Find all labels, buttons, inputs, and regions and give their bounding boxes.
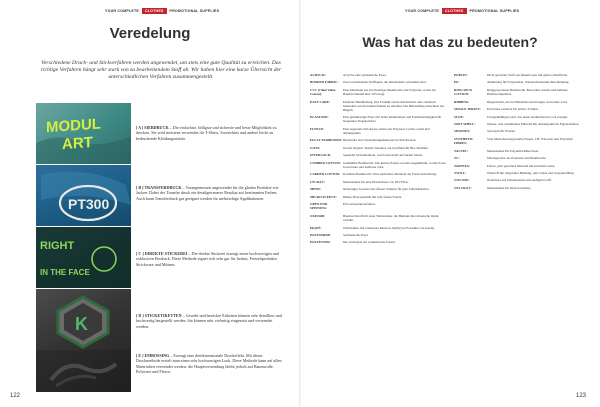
- glossary-entry: [454, 171, 592, 175]
- sample-c-description: [136, 251, 286, 267]
- glossary-entry: [310, 187, 448, 191]
- glossary-definition: Ein Garnspinnverfahren.: [343, 202, 376, 207]
- glossary-entry: [310, 100, 448, 112]
- glossary-entry: [454, 137, 592, 145]
- sample-image-e: [36, 350, 131, 392]
- glossary-entry: [310, 233, 448, 237]
- glossary-definition: Ein feines Gestrick für leichte T-Shirts.: [487, 107, 539, 112]
- svg-text:K: K: [75, 314, 88, 334]
- sample-d-description: [136, 313, 286, 329]
- intro-text: Verschiedene Druck- und Stickverfahren werden angewendet, um stets eine gute Qualität zu erreichen. Das richtige Verfahren hängt sehr stark von zu bearbeitendem Stoff ab. Wir haben hier eine kurze Übersicht der unterschiedlichen Verfahren zusammengestellt.: [40, 60, 282, 80]
- glossary-entry: [454, 122, 592, 126]
- glossary-definition: Naturfaser auf Zellulosebasis mit seidigem Griff.: [487, 178, 552, 183]
- glossary-entry: [310, 172, 448, 176]
- glossary-definition: Wasser- und winddichtes Material mit atmungsaktiven Eigenschaften.: [487, 122, 580, 126]
- glossary-definition: Markenname für eine Elastanfaser von INVISTA.: [343, 179, 409, 184]
- glossary-definition: Ringgesponnene Baumwolle. Besonders weiche und haltbare Baumwollqualität.: [487, 87, 568, 97]
- glossary-definition: Feines, glatt gewebtes Material mit leichtem Glanz.: [487, 163, 556, 168]
- glossary-definition: Rippenstrick, der bei Bündchen und Kragen verwendet wird.: [487, 99, 568, 104]
- sample-b-heading: [ B ] TRANSFERDRUCK: [136, 185, 182, 190]
- glossary-entry: [310, 202, 448, 210]
- sample-a-logo-1: MODUL: [46, 115, 101, 137]
- sample-b-logo: PT300: [68, 196, 110, 212]
- glossary-entry: [454, 80, 592, 84]
- header-tag: CLOTHES: [442, 8, 467, 14]
- sample-e-heading: [ E ] EMBOSSING: [136, 353, 170, 358]
- glossary-definition: Eine Mischung aus hochwertiger Baumwolle und Polyester, wobei der Baumwollanteil über 50% liegt.: [343, 87, 436, 97]
- glossary-definition: Einfache Handhabung. Das Produkt wurde mechanisch oder chemisch behandelt, um die Knitterfreiheit zu erhöhen. Die Behandlung erleichtert das Bügeln.: [343, 99, 445, 112]
- glossary-term: TWILL:: [454, 171, 467, 175]
- glossary-definition: Gekämmte Baumwolle. Die kurzen Fasern werden ausgekämmt, wodurch das Garn feiner und haltbarer wird.: [343, 160, 446, 169]
- glossary-definition: Baumwollstoff mit einer Webstruktur, die Hemden ihre klassische Optik verleiht.: [343, 213, 439, 223]
- glossary-entry: [310, 180, 448, 184]
- glossary-definition: Die wichtigste Art synthetischer Fasern.: [343, 240, 396, 245]
- glossary-definition: Webstruktur mit erhabenen Mustern, häufig bei Poloshirts verwendet.: [343, 225, 435, 230]
- glossary-entry: [454, 115, 592, 119]
- sample-a-logo-2: ART: [62, 134, 93, 154]
- glossary-column-right: [454, 73, 592, 193]
- header-left: [105, 7, 219, 15]
- glossary-term: FLEECE:: [310, 126, 325, 131]
- right-page: [300, 0, 600, 407]
- glossary-definition: Beschreibt eine Verarbeitungsmethode bei Strickwaren.: [343, 138, 417, 143]
- sample-e-description: [136, 353, 286, 375]
- glossary-entry: [454, 149, 592, 153]
- page-title-right: Was hat das zu bedeuten?: [362, 34, 538, 50]
- glossary-term: CARDED COTTON:: [310, 172, 341, 177]
- sample-a-text: – Die einfachste, billigste und sicherste und beste Möglichkeit zu drucken. Sie wird meistens verwendet für T-Shirts, Sweatshirts und andere leicht zu bedruckende Kleidungsstücke.: [136, 125, 277, 141]
- glossary-term: RING SPUN COTTON:: [454, 87, 473, 97]
- glossary-term: COMBED COTTON:: [310, 160, 341, 165]
- glossary-term: VELCRO®:: [454, 185, 472, 190]
- glossary-definition: Synonym für Elastan.: [487, 129, 516, 134]
- glossary-entry: [310, 73, 448, 77]
- sample-c-text: – Die direkte Stickerei erzeugt einen hochwertigen und exklusiven Eindruck. Diese Methode eignet sich sehr gut für Jacken, Freizeitprodukte, Strickware und Mützen.: [136, 251, 279, 267]
- glossary-term: OPEN-END SPINNING:: [310, 202, 328, 211]
- glossary-term: SPANDEX:: [454, 129, 471, 134]
- glossary-term: TACTEL:: [454, 148, 469, 153]
- glossary-entry: [310, 138, 448, 142]
- glossary-term: MESH:: [310, 187, 321, 192]
- glossary-definition: Kardierte Baumwolle. Eine einfachere Methode der Faservorbereitung.: [343, 172, 437, 177]
- glossary-entry: [454, 88, 592, 96]
- header-tag: CLOTHES: [142, 8, 167, 14]
- sample-d-text: – Gewebt und bestickte Etiketten können sehr detailliert und hochwertig hergestellt werden. Sie können sehr vielseitig eingesetzt und verwendet werden.: [136, 313, 282, 329]
- glossary-entry: [454, 178, 592, 182]
- glossary-entry: [310, 127, 448, 135]
- glossary-definition: Abkürzung für Polyurethan. Wasserabweisende Beschichtung.: [487, 80, 570, 85]
- glossary-term: OXFORD:: [310, 213, 326, 218]
- glossary-definition: Unregelmäßiges Garn, das einen strukturierten Look erzeugt.: [487, 114, 568, 119]
- glossary-definition: Zwei verschiedene Stofflagen, die miteinander verbunden sind.: [343, 80, 427, 85]
- glossary-entry: [454, 156, 592, 160]
- glossary-definition: Netzartiges Gewebe mit offener Struktur für gute Luftzirkulation.: [343, 187, 430, 192]
- header-section: PROMOTIONAL SUPPLIES: [169, 9, 220, 13]
- glossary-entry: [454, 73, 592, 77]
- glossary-entry: [310, 161, 448, 169]
- glossary-entry: [310, 88, 448, 96]
- sample-d-heading: [ D ] STICKETIKETTEN: [136, 313, 182, 318]
- glossary-entry: [310, 240, 448, 244]
- glossary-entry: [310, 214, 448, 222]
- sample-b-description: [136, 185, 286, 201]
- glossary-definition: Eine gummiartige Faser mit hoher Dehnbarkeit und Formbeständigkeit für bequemen Tragekomfort.: [343, 115, 442, 124]
- glossary-term: PU:: [454, 80, 460, 85]
- glossary-definition: Markenname für Polyamid-Mikrofaser.: [487, 148, 539, 153]
- glossary-term: TC:: [454, 156, 460, 161]
- glossary-entry: [310, 153, 448, 157]
- glossary-term: POLYESTER:: [310, 240, 331, 245]
- glossary-definition: Global Organic Textile Standard, ein Zertifikat für Bio-Textilien.: [343, 145, 429, 150]
- header-brand: YOUR COMPLETE: [105, 9, 139, 13]
- glossary-term: INTERLOCK:: [310, 153, 332, 158]
- glossary-entry: [310, 80, 448, 84]
- glossary-definition: Markenname für Klettverschluss.: [487, 185, 532, 190]
- glossary-column-left: [310, 73, 448, 248]
- page-title-left: Veredelung: [109, 25, 191, 42]
- sample-image-d: [36, 289, 131, 350]
- glossary-term: POLYAMIDE:: [310, 232, 332, 237]
- glossary-term: LYCRA®:: [310, 179, 325, 184]
- page-number-left: 122: [10, 393, 21, 399]
- glossary-term: FULLY FASHIONED:: [310, 138, 343, 143]
- sample-c-logo-2: IN THE FACE: [40, 268, 90, 277]
- glossary-definition: Spezielle Strickmethode, weich und stabil auf beiden Seiten.: [343, 153, 423, 158]
- glossary-term: EASY CARE:: [310, 99, 330, 104]
- page-number-right: 123: [576, 393, 587, 399]
- glossary-term: SINGLE JERSEY:: [454, 107, 481, 112]
- glossary-term: TAFFETA:: [454, 163, 470, 168]
- glossary-definition: Eine angeraute Strickware, meist aus Polyester. Leicht, warm und atmungsaktiv.: [343, 126, 430, 135]
- glossary-term: BONDED FABRIC:: [310, 80, 339, 85]
- glossary-term: PIQUÉ:: [310, 225, 322, 230]
- sample-c-heading: [ C ] DIREKTE STICKEREI: [136, 251, 188, 256]
- glossary-definition: Dicht gewebter Stoff aus feinem Garn mit glatter Oberfläche.: [487, 73, 568, 77]
- glossary-entry: [310, 146, 448, 150]
- glossary-entry: [310, 226, 448, 230]
- glossary-definition: Dünne Fleecequalität mit sehr feinen Fasern.: [343, 194, 403, 199]
- sample-a-description: [136, 125, 286, 141]
- glossary-entry: [454, 164, 592, 168]
- header-brand: YOUR COMPLETE: [405, 9, 439, 13]
- sample-image-a: [36, 103, 131, 164]
- sample-a-heading: [ A ] SIEBDRUCK: [136, 125, 169, 130]
- glossary-entry: [454, 129, 592, 133]
- sample-image-c: [36, 227, 131, 288]
- glossary-entry: [454, 100, 592, 104]
- glossary-term: POPLIN:: [454, 73, 468, 77]
- header-section: PROMOTIONAL SUPPLIES: [469, 9, 520, 13]
- glossary-term: SLUB:: [454, 114, 464, 119]
- glossary-term: SYNTHETIC FIBRES:: [454, 136, 474, 146]
- sample-c-logo-1: RIGHT: [40, 240, 75, 252]
- glossary-term: CVC (Chief Value Cotton):: [310, 87, 336, 97]
- glossary-entry: [310, 195, 448, 199]
- glossary-term: MICRO FLEECE:: [310, 194, 337, 199]
- glossary-term: VISCOSE:: [454, 178, 470, 183]
- glossary-term: RIBBING:: [454, 99, 470, 104]
- header-right: [405, 7, 519, 15]
- glossary-definition: Acryl ist eine synthetische Faser.: [343, 73, 387, 77]
- glossary-term: ACRYLIC:: [310, 73, 327, 77]
- glossary-term: GOTS:: [310, 145, 321, 150]
- glossary-entry: [310, 115, 448, 123]
- sample-e-text: – Erzeugt eine dreidimensionale Druckeffekt. Mit dieser Druckmethode erzielt man einen sehr hochwertigen Look. Diese Methode kann auf allen Materialien verwendet werden, die Hauptverwendung bleibt jedoch auf Baumwolle, Polyester und Fleece.: [136, 353, 282, 375]
- glossary-definition: Synthetische Faser.: [343, 232, 369, 237]
- glossary-definition: Vom Menschen hergestellte Fasern, z.B. Polyester und Polyamid.: [487, 136, 574, 141]
- glossary-definition: Webstoff mit diagonaler Bindung, sehr robust und strapazierfähig.: [487, 171, 575, 175]
- sample-b-text: – Vorangemessen angewendet für die glatten Produkte wie Jacken. Dabei der Transfer druck ein detailgetreueres Resultat auf bestimmten Farben. Auch kann Transferdruck gut geeignet werden für mehrfarbige Applikationen.: [136, 185, 279, 201]
- glossary-entry: [454, 107, 592, 111]
- sample-image-b: [36, 165, 131, 226]
- glossary-definition: Mischgewebe aus Polyester und Baumwolle.: [487, 156, 547, 161]
- glossary-term: SOFT SHELL:: [454, 122, 476, 126]
- glossary-term: ELASTANE:: [310, 115, 329, 120]
- glossary-entry: [454, 186, 592, 190]
